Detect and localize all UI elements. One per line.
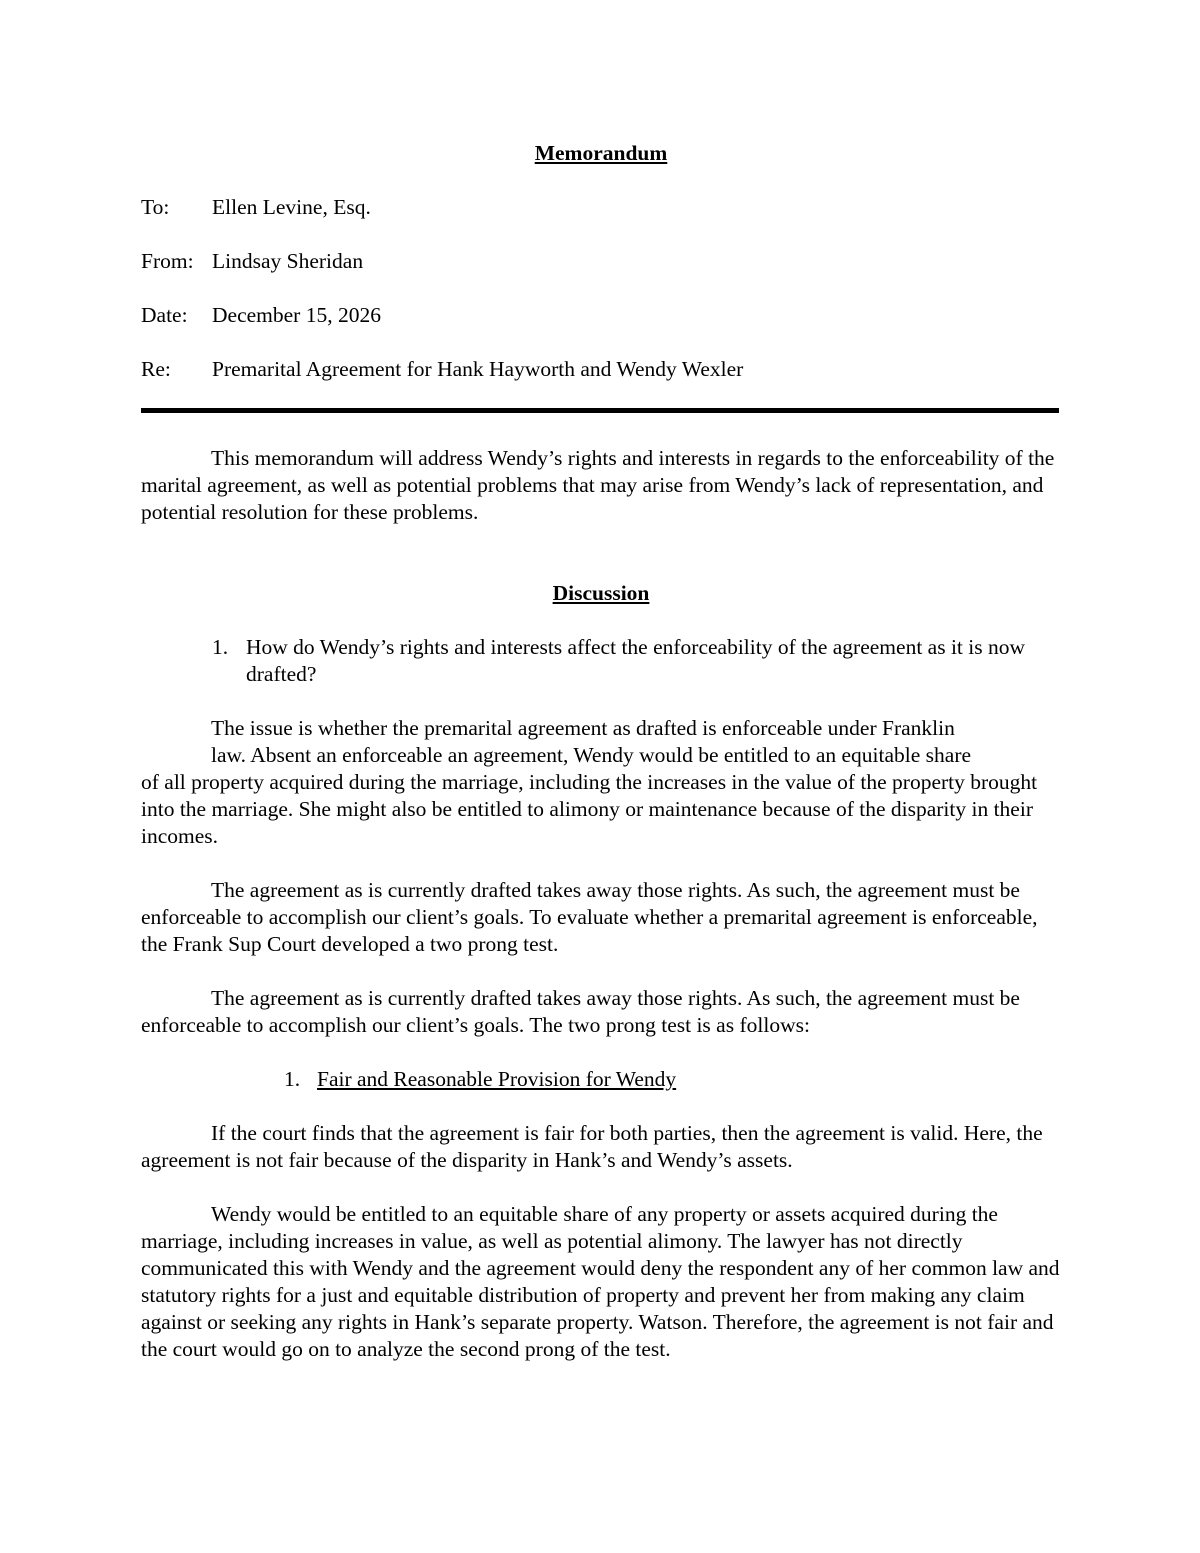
to-label: To: — [141, 195, 170, 219]
issue-rest: of all property acquired during the marriage, including the increases in the value of the property brought into the marriage. She might also be entitled to alimony or maintenance because of the disparity in their incomes. — [141, 770, 1038, 848]
from-row — [141, 248, 1061, 281]
memo-header — [141, 194, 1061, 389]
from-value: Lindsay Sheridan — [212, 249, 364, 273]
date-label: Date: — [141, 303, 188, 327]
discussion-title: Discussion — [552, 581, 650, 605]
question-text: How do Wendy’s rights and interests affect the enforceability of the agreement as it is now drafted? — [246, 635, 1026, 686]
question-number: 1. — [212, 635, 229, 659]
prong-one-number: 1. — [284, 1067, 301, 1091]
re-label: Re: — [141, 357, 171, 381]
paragraph-three: The agreement as is currently drafted takes away those rights. As such, the agreement must be enforceable to accomplish our client’s goals. The two prong test is as follows: — [141, 986, 1020, 1037]
to-row — [141, 194, 1061, 227]
re-row — [141, 356, 1061, 389]
date-row — [141, 302, 1061, 335]
paragraph-five: Wendy would be entitled to an equitable share of any property or assets acquired during the marriage, including increases in value, as well as potential alimony. The lawyer has not directly communicated this with Wendy and the agreement would deny the respondent any of her common law and statutory rights for a just and equitable distribution of property and prevent her from making any claim against or seeking any rights in Hank’s separate property. Watson. Therefore, the agreement is not fair and the court would go on to analyze the second prong of the test. — [141, 1202, 1060, 1361]
issue-paragraph — [141, 715, 1061, 850]
issue-line-1: The issue is whether the premarital agreement as drafted is enforceable under Franklin — [211, 716, 955, 740]
to-value: Ellen Levine, Esq. — [212, 195, 371, 219]
paragraph-four: If the court finds that the agreement is fair for both parties, then the agreement is valid. Here, the agreement is not fair because of the disparity in Hank’s and Wendy’s assets. — [141, 1121, 1043, 1172]
question-item — [141, 634, 1061, 688]
from-label: From: — [141, 249, 194, 273]
re-value: Premarital Agreement for Hank Hayworth and Wendy Wexler — [212, 357, 744, 381]
prong-one-title: Fair and Reasonable Provision for Wendy — [317, 1067, 677, 1091]
date-value: December 15, 2026 — [212, 303, 381, 327]
header-divider — [141, 408, 1059, 413]
prong-one-heading — [284, 1066, 1061, 1093]
paragraph-two: The agreement as is currently drafted takes away those rights. As such, the agreement must be enforceable to accomplish our client’s goals. To evaluate whether a premarital agreement is enforceable, the Frank Sup Court developed a two prong test. — [141, 878, 1038, 956]
intro-paragraph: This memorandum will address Wendy’s rights and interests in regards to the enforceability of the marital agreement, as well as potential problems that may arise from Wendy’s lack of representation, and potential resolution for these problems. — [141, 446, 1055, 524]
memo-title: Memorandum — [534, 141, 668, 165]
issue-line-2: law. Absent an enforceable an agreement, Wendy would be entitled to an equitable share — [211, 743, 972, 767]
memo-page — [141, 140, 1061, 1363]
